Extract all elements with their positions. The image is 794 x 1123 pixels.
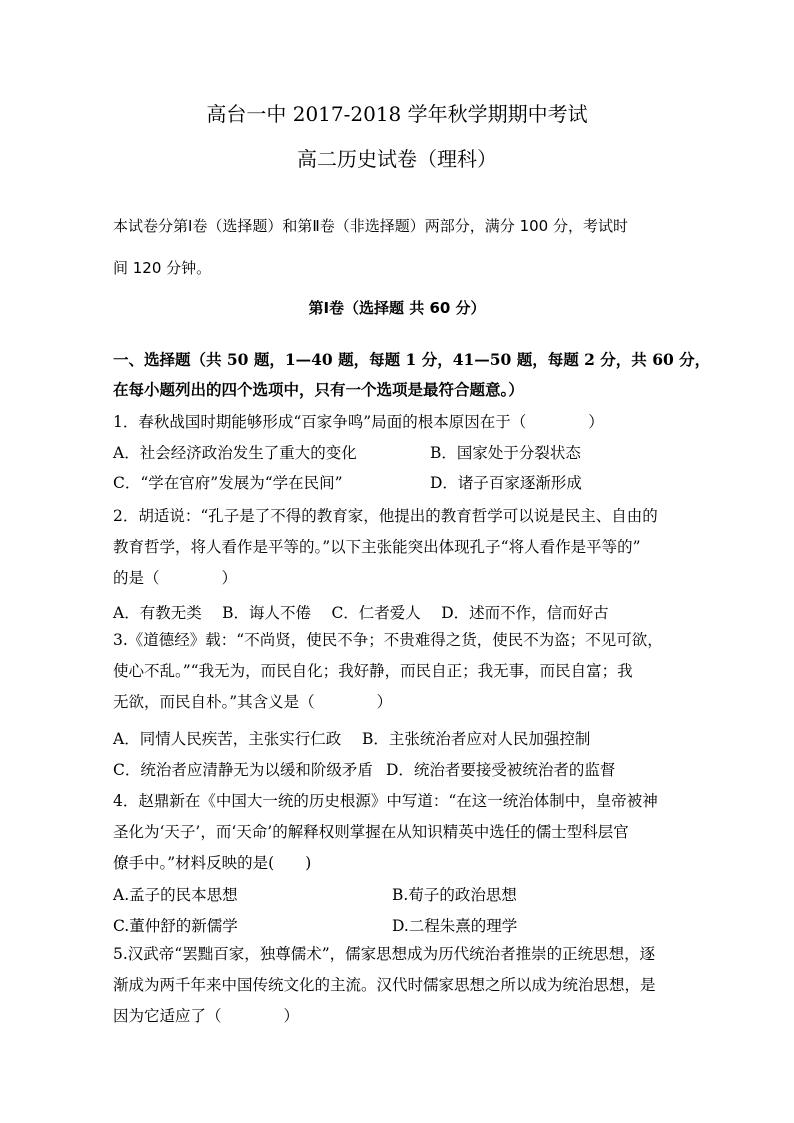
question-4-option-b: B.荀子的政治思想 bbox=[392, 886, 517, 904]
instructions-line-2: 在每小题列出的四个选项中，只有一个选项是最符合题意。） bbox=[113, 380, 524, 399]
question-3-line-1: 3.《道德经》载：“不尚贤，使民不争；不贵难得之货，使民不为盗；不见可欲， bbox=[113, 631, 663, 649]
question-1-line-1: 1．春秋战国时期能够形成“百家争鸣”局面的根本原因在于（ ） bbox=[113, 413, 604, 431]
question-5-line-1: 5.汉武帝“罢黜百家，独尊儒术”，儒家思想成为历代统治者推崇的正统思想，逐 bbox=[113, 945, 656, 963]
intro-line-2: 间 120 分钟。 bbox=[113, 259, 212, 277]
question-4-line-3: 僚手中。”材料反映的是( ) bbox=[113, 854, 312, 872]
question-4-line-1: 4．赵鼎新在《中国大一统的历史根源》中写道：“在这一统治体制中，皇帝被神 bbox=[113, 792, 658, 810]
question-4-option-c: C.董仲舒的新儒学 bbox=[113, 917, 238, 935]
question-2-options: A．有教无类 B．诲人不倦 C．仁者爱人 D．述而不作，信而好古 bbox=[113, 604, 609, 622]
exam-title: 高台一中 2017-2018 学年秋学期期中考试 bbox=[206, 102, 588, 126]
question-3-line-3: 无欲，而民自朴。”其含义是（ ） bbox=[113, 693, 393, 711]
question-1-option-c: C．“学在官府”发展为“学在民间” bbox=[113, 474, 343, 492]
question-5-line-3: 因为它适应了（ ） bbox=[113, 1007, 300, 1025]
question-4-option-d: D.二程朱熹的理学 bbox=[392, 917, 518, 935]
question-1-option-a: A．社会经济政治发生了重大的变化 bbox=[113, 444, 357, 462]
section-title: 第Ⅰ卷（选择题 共 60 分） bbox=[308, 299, 486, 317]
question-3-option-b: B．主张统治者应对人民加强控制 bbox=[362, 730, 591, 748]
exam-subtitle: 高二历史试卷（理科） bbox=[297, 147, 497, 171]
question-4-option-a: A.孟子的民本思想 bbox=[113, 886, 238, 904]
question-4-line-2: 圣化为‘天子’，而‘天命’的解释权则掌握在从知识精英中选任的儒士型科层官 bbox=[113, 823, 629, 841]
question-3-option-a: A．同情人民疾苦，主张实行仁政 bbox=[113, 730, 342, 748]
question-2-line-1: 2．胡适说：“孔子是了不得的教育家，他提出的教育哲学可以说是民主、自由的 bbox=[113, 507, 658, 525]
question-3-line-2: 使心不乱。”“我无为，而民自化；我好静，而民自正；我无事，而民自富；我 bbox=[113, 662, 633, 680]
instructions-line-1: 一、选择题（共 50 题，1—40 题，每题 1 分，41—50 题，每题 2 分，共 60 分， bbox=[113, 350, 711, 369]
question-2-line-2: 教育哲学，将人看作是平等的。”以下主张能突出体现孔子“将人看作是平等的” bbox=[113, 538, 641, 556]
question-3-option-c: C．统治者应清静无为以缓和阶级矛盾 bbox=[113, 761, 373, 779]
question-1-option-d: D．诸子百家逐渐形成 bbox=[430, 474, 582, 492]
question-5-line-2: 渐成为两千年来中国传统文化的主流。汉代时儒家思想之所以成为统治思想，是 bbox=[113, 976, 656, 994]
question-2-line-3: 的是（ ） bbox=[113, 569, 238, 587]
question-1-option-b: B．国家处于分裂状态 bbox=[430, 444, 581, 462]
question-3-option-d: D．统治者要接受被统治者的监督 bbox=[386, 761, 616, 779]
intro-line-1: 本试卷分第Ⅰ卷（选择题）和第Ⅱ卷（非选择题）两部分，满分 100 分，考试时 bbox=[113, 217, 628, 235]
